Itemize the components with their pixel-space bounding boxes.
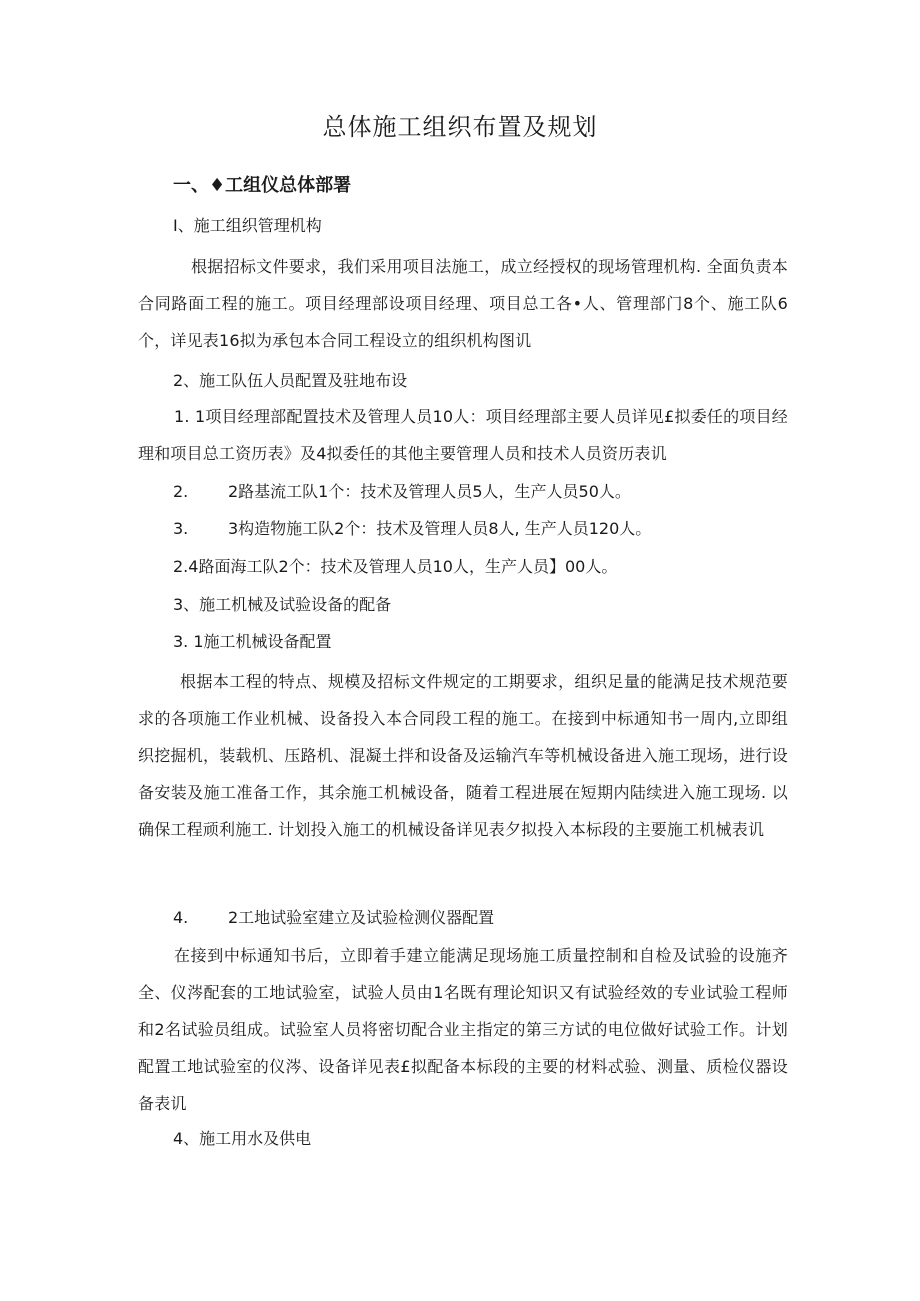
item-number: 4.: [173, 908, 189, 927]
paragraph-project-dept-staff: 1. 1项目经理部配置技术及管理人员10人：项目经理部主要人员详见£拟委任的项目经理和项目总工资历表》及4拟委任的其他主要管理人员和技术人员资历表讥: [138, 407, 788, 463]
item-structure-team: [173, 518, 651, 540]
item-number: 2.: [173, 482, 189, 501]
document-title: 总体施工组织布置及规划: [322, 113, 598, 141]
paragraph-machinery: 根据本工程的特点、规模及招标文件规定的工期要求，组织足量的能满足技术规范要求的各项施工作业机械、设备投入本合同段工程的施工。在接到中标通知书一周内,立即组织挖掘机，装载机、压路机、混凝土拌和设备及运输汽车等机械设备进入施工现场，进行设备安装及施工准备工作，其余施工机械设备，随着工程进展在短期内陆续进入施工现场. 以确保工程顽利施工. 计划投入施工的机械设备详见表夕拟投入本标段的主要施工机械表讥: [138, 672, 788, 839]
subsection-heading-staffing: 2、施工队伍人员配置及驻地布设: [173, 371, 408, 390]
paragraph-management: 根据招标文件要求，我们采用项目法施工，成立经授权的现场管理机构. 全面负责本合同路面工程的施工。项目经理部设项目经理、项目总工各•人、管理部门8个、施工队6个，详见表16拟为承包本合同工程设立的组织机构图讥: [138, 257, 788, 350]
paragraph-laboratory: 在接到中标通知书后，立即着手建立能满足现场施工质量控制和自检及试验的设施齐全、仪涔配套的工地试验室，试验人员由1名既有理论知识又有试验经效的专业试验工程师和2名试验员组成。试验室人员将密切配合业主指定的第三方试的电位做好试验工作。计划配置工地试验室的仪涔、设备详见表£拟配备本标段的主要的材料忒验、测量、质检仪器设备表讥: [138, 946, 788, 1113]
subsection-heading-laboratory: [173, 907, 494, 929]
subsection-heading-equipment: 3、施工机械及试验设备的配备: [173, 595, 392, 614]
item-text: 2路基流工队1个：技术及管理人员5人，生产人员50人。: [228, 482, 631, 501]
subsection-heading-water-power: 4、施工用水及供电: [173, 1129, 312, 1148]
item-roadbed-team: [173, 481, 631, 503]
section-heading-1: 一、♦工组仪总体部署: [173, 175, 352, 196]
item-pavement-team: 2.4路面海工队2个：技术及管理人员10人，生产人员】00人。: [173, 557, 618, 576]
subsection-heading-machinery: 3. 1施工机械设备配置: [173, 632, 332, 651]
item-text: 3构造物施工队2个：技术及管理人员8人, 生产人员120人。: [228, 519, 652, 538]
subsection-heading-management: I、施工组织管理机构: [173, 216, 322, 235]
item-text: 2工地试验室建立及试验检测仪器配置: [228, 908, 495, 927]
item-number: 3.: [173, 519, 189, 538]
